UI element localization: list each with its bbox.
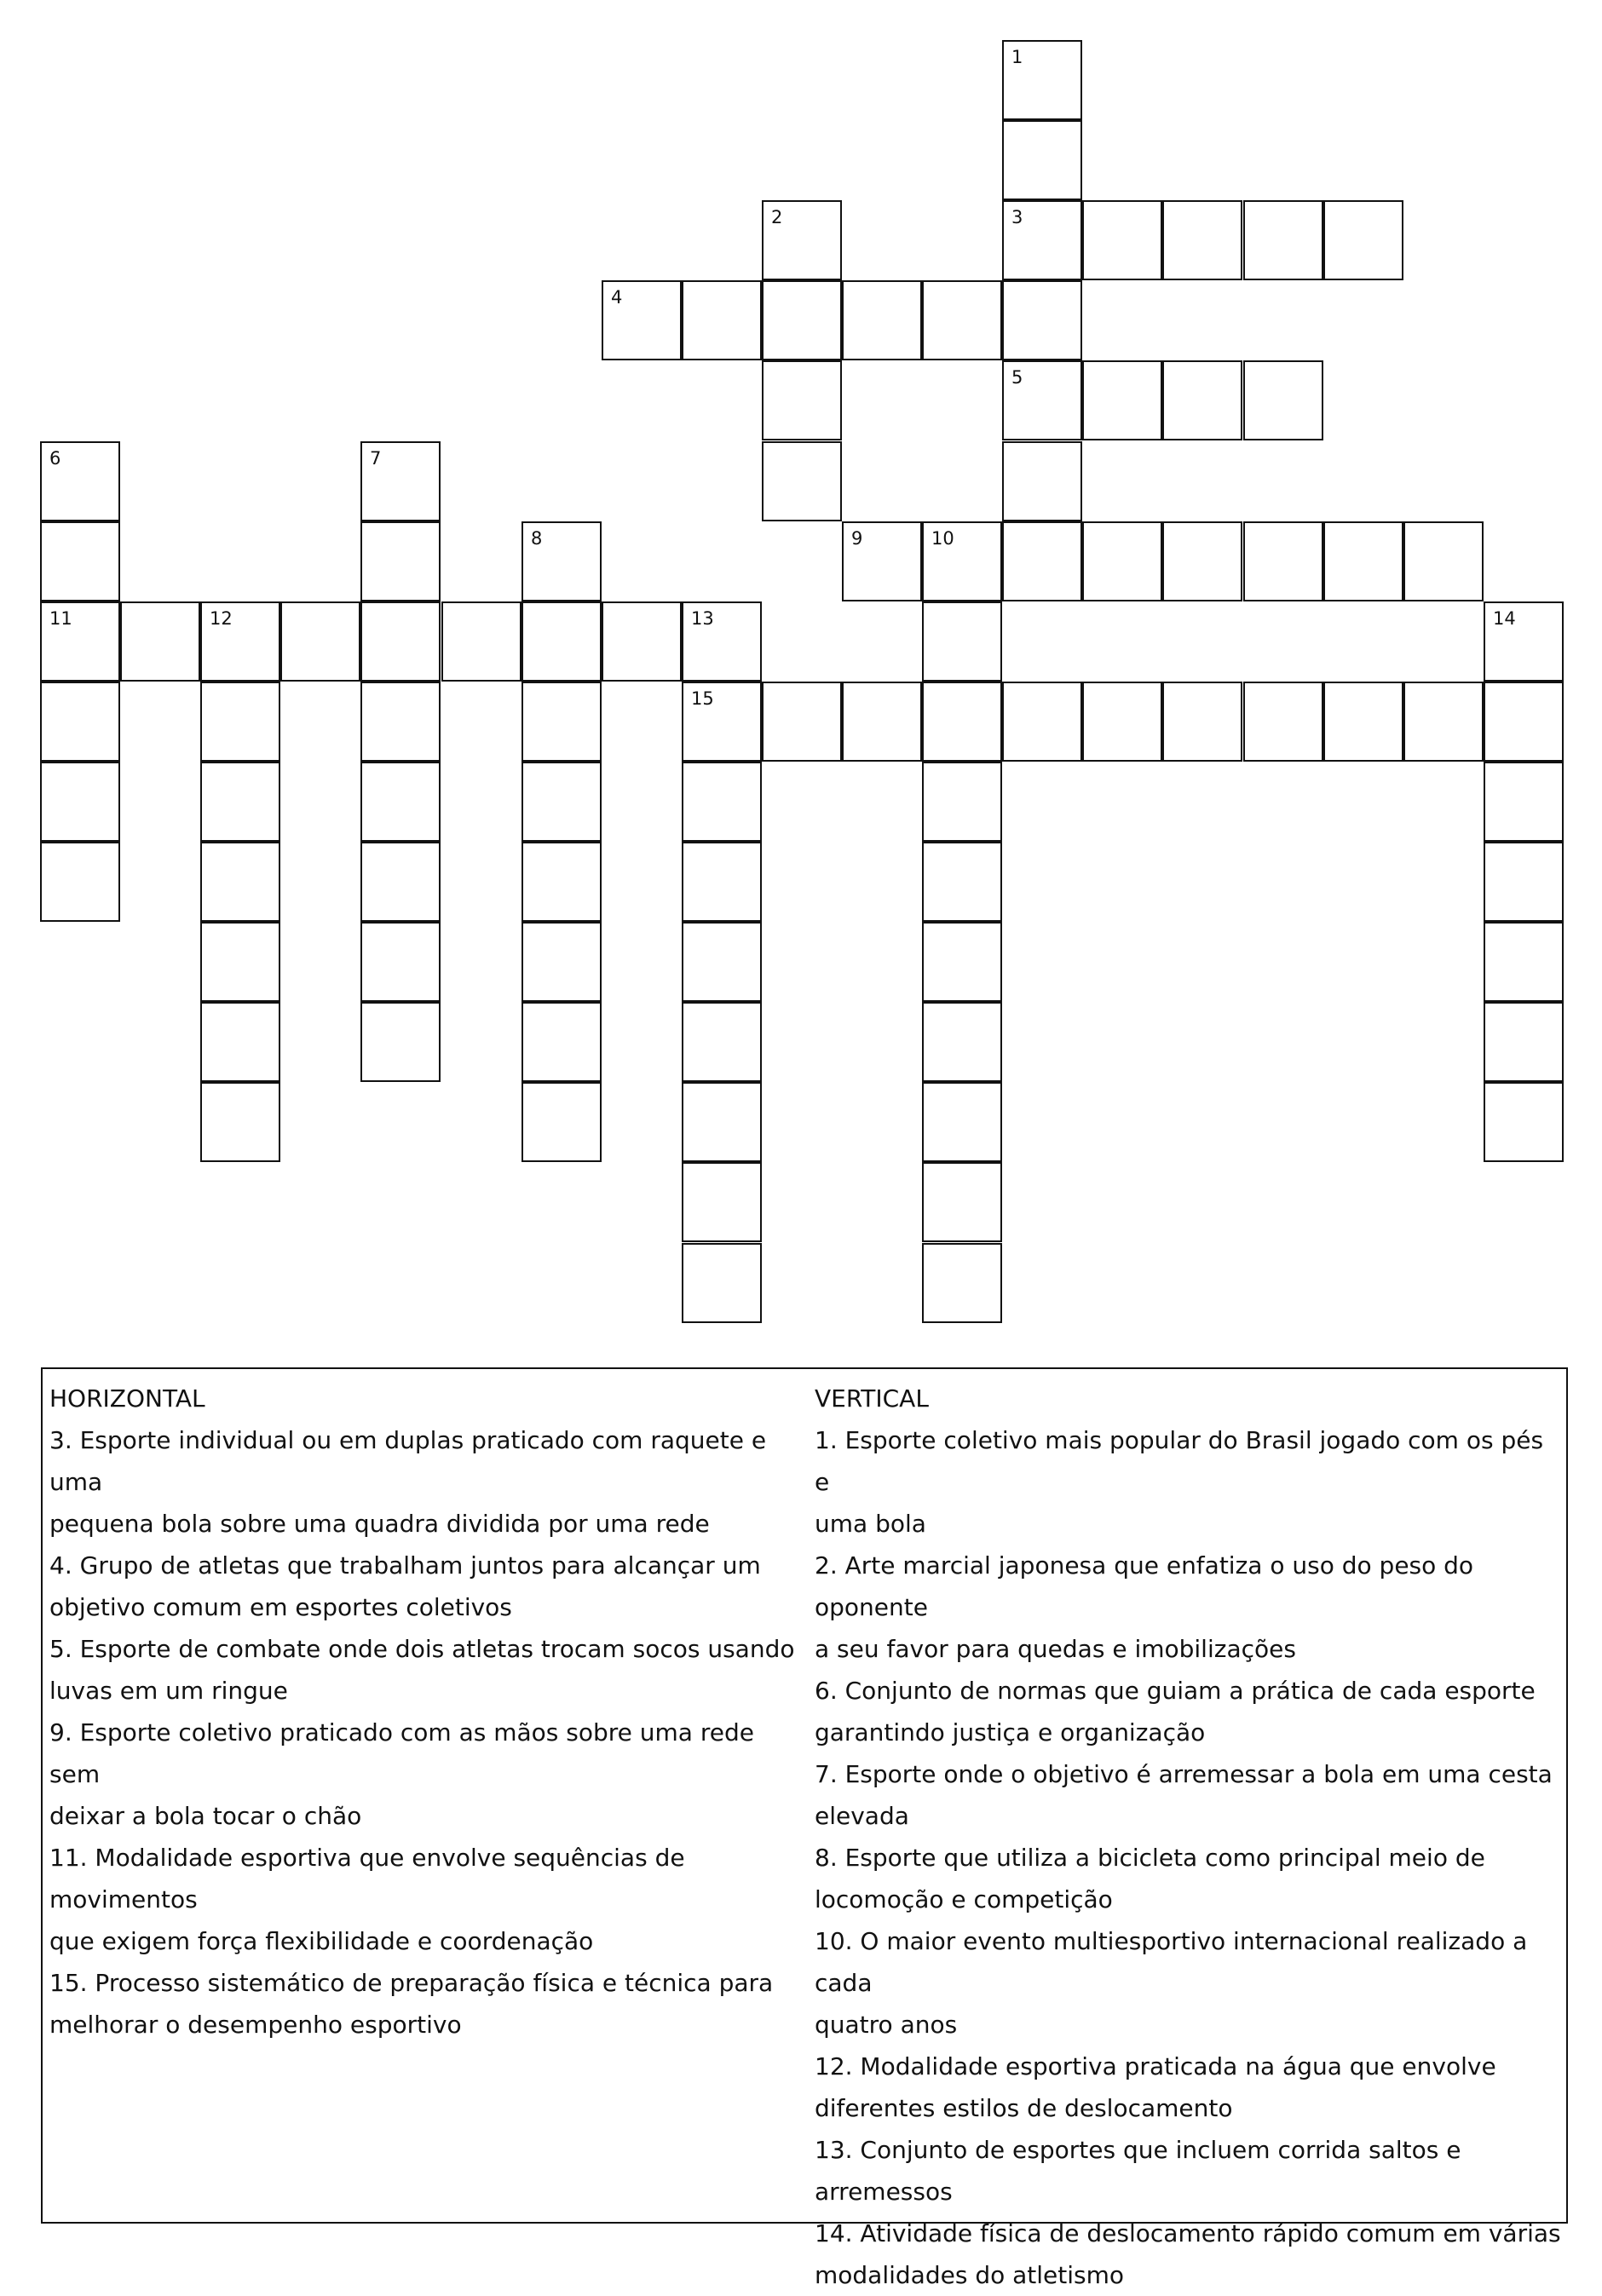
- grid-cell[interactable]: [762, 441, 842, 521]
- clue-number: 13: [691, 608, 714, 629]
- grid-cell[interactable]: [522, 521, 602, 601]
- horizontal-clues: [49, 1378, 799, 2046]
- grid-cell[interactable]: [360, 1002, 441, 1082]
- grid-cell[interactable]: [1082, 200, 1162, 280]
- grid-cell[interactable]: [522, 762, 602, 842]
- grid-cell[interactable]: [602, 280, 682, 360]
- grid-cell[interactable]: [922, 842, 1002, 922]
- clue-line: 1. Esporte coletivo mais popular do Brasil jogado com os pés e: [815, 1426, 1544, 1496]
- grid-cell[interactable]: [922, 922, 1002, 1002]
- grid-cell[interactable]: [280, 601, 360, 682]
- clue-number: 4: [611, 287, 623, 308]
- grid-cell[interactable]: [200, 1082, 280, 1162]
- grid-cell[interactable]: [1162, 521, 1242, 601]
- grid-cell[interactable]: [842, 280, 922, 360]
- grid-cell[interactable]: [360, 762, 441, 842]
- grid-cell[interactable]: [762, 682, 842, 762]
- clue-number: 14: [1493, 608, 1516, 629]
- grid-cell[interactable]: [1243, 682, 1323, 762]
- grid-cell[interactable]: [1403, 521, 1484, 601]
- clue-line: que exigem força flexibilidade e coordenação: [49, 1927, 594, 1955]
- grid-cell[interactable]: [1484, 682, 1564, 762]
- grid-cell[interactable]: [682, 922, 762, 1002]
- grid-cell[interactable]: [682, 682, 762, 762]
- grid-cell[interactable]: [360, 842, 441, 922]
- clue-line: 2. Arte marcial japonesa que enfatiza o uso do peso do oponente: [815, 1551, 1474, 1621]
- grid-cell[interactable]: [842, 682, 922, 762]
- clue-number: 5: [1011, 367, 1023, 388]
- grid-cell[interactable]: [200, 1002, 280, 1082]
- grid-cell[interactable]: [1484, 1082, 1564, 1162]
- clue-line: a seu favor para quedas e imobilizações: [815, 1635, 1296, 1663]
- clue-number: 1: [1011, 47, 1023, 67]
- grid-cell[interactable]: [40, 682, 120, 762]
- grid-cell[interactable]: [922, 1162, 1002, 1242]
- horizontal-clue-list: [49, 1419, 799, 2046]
- grid-cell[interactable]: [200, 601, 280, 682]
- grid-cell[interactable]: [522, 842, 602, 922]
- clue-number: 7: [370, 448, 382, 469]
- grid-cell[interactable]: [40, 441, 120, 521]
- grid-cell[interactable]: [1162, 682, 1242, 762]
- grid-cell[interactable]: [922, 1243, 1002, 1323]
- clue-line: 9. Esporte coletivo praticado com as mãos sobre uma rede sem: [49, 1718, 754, 1788]
- grid-cell[interactable]: [360, 682, 441, 762]
- grid-cell[interactable]: [1002, 682, 1082, 762]
- grid-cell[interactable]: [360, 922, 441, 1002]
- grid-cell[interactable]: [1484, 1002, 1564, 1082]
- grid-cell[interactable]: [1002, 200, 1082, 280]
- grid-cell[interactable]: [922, 521, 1002, 601]
- grid-cell[interactable]: [682, 1243, 762, 1323]
- horizontal-title: HORIZONTAL: [49, 1384, 205, 1413]
- clue-number: 15: [691, 688, 714, 709]
- grid-cell[interactable]: [1002, 521, 1082, 601]
- grid-cell[interactable]: [1484, 762, 1564, 842]
- grid-cell[interactable]: [1323, 521, 1403, 601]
- grid-cell[interactable]: [682, 1082, 762, 1162]
- clue-line: 5. Esporte de combate onde dois atletas trocam socos usando: [49, 1635, 795, 1663]
- grid-cell[interactable]: [360, 521, 441, 601]
- grid-cell[interactable]: [1243, 521, 1323, 601]
- clue-number: 6: [49, 448, 61, 469]
- clue-line: deixar a bola tocar o chão: [49, 1802, 362, 1830]
- grid-cell[interactable]: [1002, 280, 1082, 360]
- grid-cell[interactable]: [200, 922, 280, 1002]
- grid-cell[interactable]: [40, 842, 120, 922]
- grid-cell[interactable]: [522, 1002, 602, 1082]
- clue-line: pequena bola sobre uma quadra dividida por uma rede: [49, 1510, 710, 1538]
- grid-cell[interactable]: [1403, 682, 1484, 762]
- vertical-clue-list: [815, 1419, 1565, 2296]
- vertical-title: VERTICAL: [815, 1384, 929, 1413]
- grid-cell[interactable]: [1484, 922, 1564, 1002]
- grid-cell[interactable]: [1002, 441, 1082, 521]
- clue-line: elevada: [815, 1802, 909, 1830]
- clue-line: garantindo justiça e organização: [815, 1718, 1206, 1746]
- grid-cell[interactable]: [1002, 360, 1082, 440]
- clue-line: 14. Atividade física de deslocamento rápido comum em várias: [815, 2219, 1561, 2247]
- clue-line: 6. Conjunto de normas que guiam a prática de cada esporte: [815, 1677, 1536, 1705]
- clue-line: 7. Esporte onde o objetivo é arremessar a bola em uma cesta: [815, 1760, 1553, 1788]
- grid-cell[interactable]: [200, 762, 280, 842]
- clue-line: uma bola: [815, 1510, 926, 1538]
- clue-line: 13. Conjunto de esportes que incluem corrida saltos e: [815, 2136, 1461, 2164]
- clue-line: 8. Esporte que utiliza a bicicleta como principal meio de: [815, 1844, 1485, 1872]
- clue-line: diferentes estilos de deslocamento: [815, 2094, 1233, 2122]
- grid-cell[interactable]: [1243, 200, 1323, 280]
- grid-cell[interactable]: [40, 601, 120, 682]
- grid-cell[interactable]: [522, 682, 602, 762]
- clue-line: luvas em um ringue: [49, 1677, 288, 1705]
- grid-cell[interactable]: [922, 762, 1002, 842]
- grid-cell[interactable]: [40, 521, 120, 601]
- grid-cell[interactable]: [1323, 200, 1403, 280]
- grid-cell[interactable]: [120, 601, 200, 682]
- grid-cell[interactable]: [762, 200, 842, 280]
- grid-cell[interactable]: [762, 360, 842, 440]
- clue-number: 11: [49, 608, 72, 629]
- grid-cell[interactable]: [1243, 360, 1323, 440]
- clue-line: melhorar o desempenho esportivo: [49, 2011, 462, 2039]
- clue-number: 3: [1011, 207, 1023, 227]
- grid-cell[interactable]: [922, 1002, 1002, 1082]
- grid-cell[interactable]: [682, 601, 762, 682]
- grid-cell[interactable]: [922, 1082, 1002, 1162]
- grid-cell[interactable]: [1484, 601, 1564, 682]
- clues-box: [41, 1367, 1568, 2289]
- grid-cell[interactable]: [1082, 521, 1162, 601]
- grid-cell[interactable]: [1082, 360, 1162, 440]
- vertical-clues: [815, 1378, 1565, 2296]
- clue-line: arremessos: [815, 2178, 953, 2206]
- clue-number: 9: [851, 528, 863, 549]
- grid-cell[interactable]: [922, 601, 1002, 682]
- grid-cell[interactable]: [1082, 682, 1162, 762]
- grid-cell[interactable]: [360, 441, 441, 521]
- grid-cell[interactable]: [762, 280, 842, 360]
- grid-cell[interactable]: [200, 682, 280, 762]
- grid-cell[interactable]: [522, 601, 602, 682]
- grid-cell[interactable]: [1162, 200, 1242, 280]
- grid-cell[interactable]: [842, 521, 922, 601]
- clue-line: locomoção e competição: [815, 1885, 1113, 1913]
- grid-cell[interactable]: [682, 842, 762, 922]
- grid-cell[interactable]: [1162, 360, 1242, 440]
- clue-line: quatro anos: [815, 2011, 958, 2039]
- clue-number: 2: [771, 207, 783, 227]
- grid-cell[interactable]: [682, 1162, 762, 1242]
- grid-cell[interactable]: [682, 762, 762, 842]
- clue-line: modalidades do atletismo: [815, 2261, 1125, 2289]
- grid-cell[interactable]: [922, 280, 1002, 360]
- clue-line: 10. O maior evento multiesportivo internacional realizado a cada: [815, 1927, 1528, 1997]
- grid-cell[interactable]: [200, 842, 280, 922]
- grid-cell[interactable]: [360, 601, 441, 682]
- grid-cell[interactable]: [1002, 120, 1082, 200]
- grid-cell[interactable]: [602, 601, 682, 682]
- clue-line: objetivo comum em esportes coletivos: [49, 1593, 512, 1621]
- grid-cell[interactable]: [922, 682, 1002, 762]
- grid-cell[interactable]: [682, 280, 762, 360]
- grid-cell[interactable]: [441, 601, 522, 682]
- grid-cell[interactable]: [1484, 842, 1564, 922]
- clue-line: 12. Modalidade esportiva praticada na água que envolve: [815, 2052, 1496, 2080]
- clue-line: 3. Esporte individual ou em duplas praticado com raquete e uma: [49, 1426, 767, 1496]
- clue-line: 15. Processo sistemático de preparação física e técnica para: [49, 1969, 774, 1997]
- clue-number: 8: [531, 528, 543, 549]
- grid-cell[interactable]: [682, 1002, 762, 1082]
- grid-cell[interactable]: [40, 762, 120, 842]
- clue-number: 12: [210, 608, 233, 629]
- grid-cell[interactable]: [522, 1082, 602, 1162]
- clue-line: 4. Grupo de atletas que trabalham juntos para alcançar um: [49, 1551, 761, 1580]
- clue-line: 11. Modalidade esportiva que envolve sequências de movimentos: [49, 1844, 685, 1913]
- grid-cell[interactable]: [1323, 682, 1403, 762]
- clue-number: 10: [931, 528, 954, 549]
- grid-cell[interactable]: [1002, 40, 1082, 120]
- grid-cell[interactable]: [522, 922, 602, 1002]
